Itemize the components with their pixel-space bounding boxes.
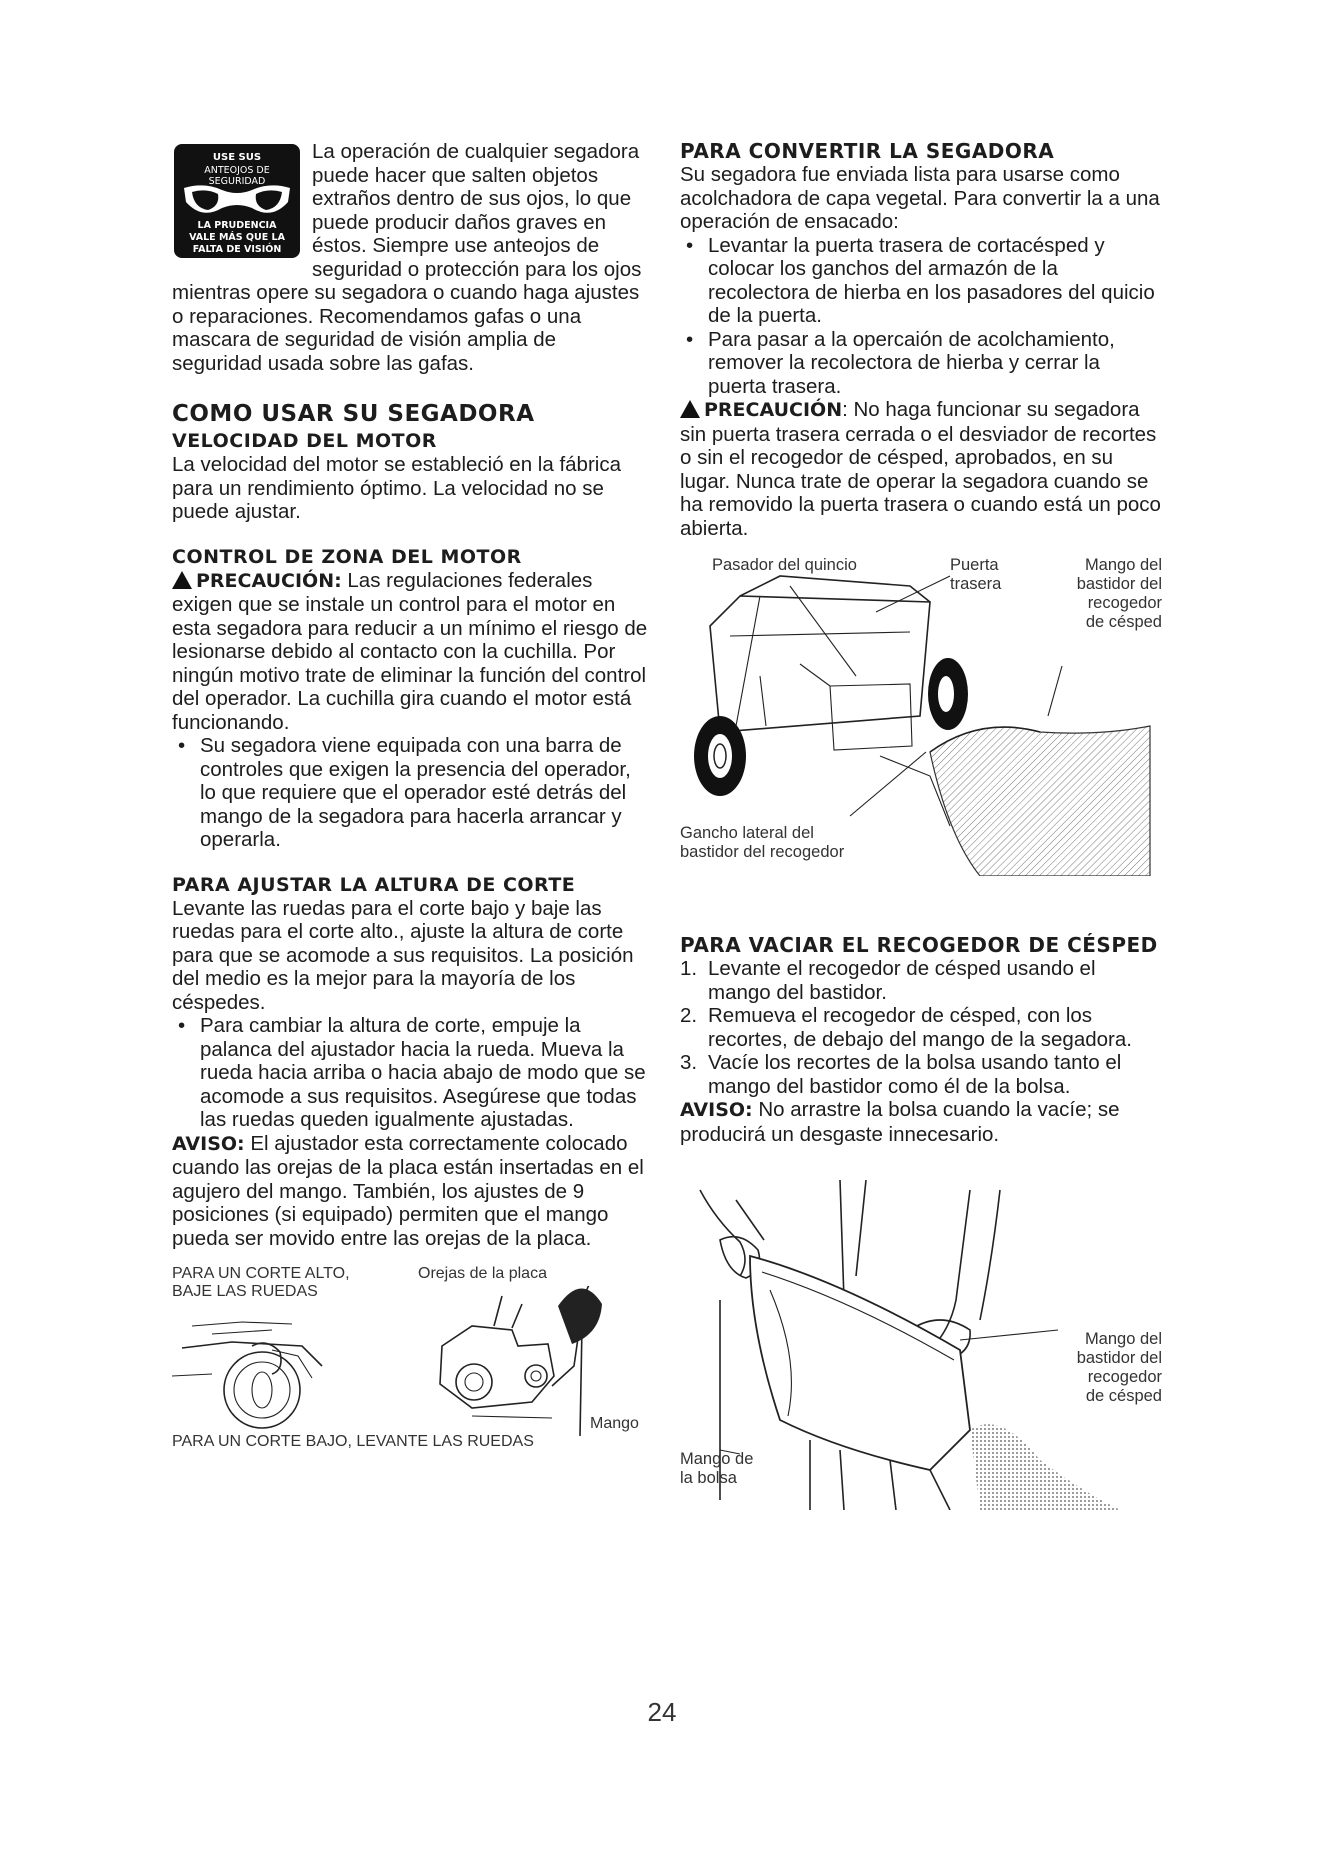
convert-list: [680, 234, 1162, 399]
caution-text: Las regulaciones federales exigen que se instale un control para el motor en esta segadora para reducir a un mínimo el riesgo de lesionarse debido al contacto con la cuchilla. Por ningún motivo trate de eliminar la función del control del operador. La cuchilla gira cuando el motor está funcionando.: [172, 568, 648, 734]
bag-frame-handle-label-2: bastidor del: [1076, 1349, 1162, 1367]
side-hook-label: Gancho lateral del: [680, 824, 814, 842]
handle-label: Mango: [590, 1415, 639, 1432]
grass-catcher-figure: [680, 556, 1162, 876]
section-title-how-to-use: COMO USAR SU SEGADORA: [172, 401, 535, 427]
left-column: [172, 140, 650, 1450]
bag-handle-label-2: la bolsa: [680, 1469, 737, 1487]
engine-zone-title: CONTROL DE ZONA DEL MOTOR: [172, 545, 522, 568]
frame-handle-label-2: bastidor del: [1076, 575, 1162, 593]
list-item: [680, 957, 1162, 1004]
convert-text: Su segadora fue enviada lista para usarse como acolchadora de capa vegetal. Para convertir la a una operación de ensacado:: [680, 163, 1160, 233]
convert-title: PARA CONVERTIR LA SEGADORA: [680, 139, 1055, 163]
hinge-pin-label: Pasador del quincio: [712, 556, 857, 574]
caution-label: PRECAUCIÓN: [704, 399, 843, 421]
badge-top-line3: SEGURIDAD: [208, 176, 266, 187]
side-hook-label-2: bastidor del recogedor: [680, 843, 845, 861]
notice-label: AVISO:: [172, 1132, 245, 1155]
step-text: Remueva el recogedor de césped, con los recortes, de debajo del mango de la segadora.: [708, 1004, 1132, 1051]
high-cut-label-2: BAJE LAS RUEDAS: [172, 1283, 318, 1300]
notice-label: AVISO:: [680, 1099, 753, 1121]
cut-height-text: Levante las ruedas para el corte bajo y baje las ruedas para el corte alto., ajuste la altura de corte para que se acomode a sus requisitos. La posición del medio es la mejor para la mayoría de los céspedes.: [172, 896, 634, 1014]
convert-caution: [680, 398, 1162, 540]
safety-glasses-icon: [172, 142, 302, 260]
high-cut-label: PARA UN CORTE ALTO,: [172, 1265, 350, 1282]
frame-handle-label-3: recogedor: [1087, 594, 1162, 612]
badge-bottom-line3: FALTA DE VISIÓN: [192, 244, 282, 255]
bag-handle-label: Mango de: [680, 1450, 754, 1468]
engine-speed-title: VELOCIDAD DEL MOTOR: [172, 430, 437, 452]
step-number: 1.: [680, 957, 698, 980]
page-number: 24: [647, 1697, 677, 1727]
step-number: 2.: [680, 1004, 698, 1027]
badge-bottom-line1: LA PRUDENCIA: [197, 220, 277, 231]
frame-handle-label: Mango del: [1084, 556, 1162, 574]
cut-height-notice: [172, 1132, 650, 1251]
bag-frame-handle-label-4: de césped: [1085, 1387, 1162, 1405]
list-item: • Para pasar a la opercaión de acolchamiento, remover la recolectora de hierba y cerrar la puerta trasera.: [680, 328, 1162, 399]
plate-ears-label: Orejas de la placa: [418, 1265, 547, 1282]
list-item: • Para cambiar la altura de corte, empuje la palanca del ajustador hacia la rueda. Mueva la rueda hacia arriba o hacia abajo de modo que se acomode a sus requisitos. Asegúrese que todas las ruedas queden igualmente ajustadas.: [172, 1014, 650, 1132]
engine-zone-list: [172, 734, 650, 852]
empty-catcher-steps: [680, 957, 1162, 1098]
list-item: [680, 1004, 1162, 1051]
badge-top-line1: USE SUS: [212, 152, 262, 163]
engine-zone-caution: [172, 569, 650, 735]
wheel-adjuster-illustration: [172, 1286, 650, 1436]
step-text: Vacíe los recortes de la bolsa usando tanto el mango del bastidor como él de la bolsa.: [708, 1051, 1122, 1098]
list-item: • Su segadora viene equipada con una barra de controles que exigen la presencia del operador, lo que requiere que el operador esté detrás del mango de la segadora para hacerla arrancar y operarla.: [172, 734, 650, 852]
low-cut-label: PARA UN CORTE BAJO, LEVANTE LAS RUEDAS: [172, 1433, 534, 1450]
list-item: • Levantar la puerta trasera de cortacésped y colocar los ganchos del armazón de la recolectora de hierba en los pasadores del quicio de la puerta.: [680, 234, 1162, 328]
engine-speed-text: La velocidad del motor se estableció en la fábrica para un rendimiento óptimo. La velocidad no se puede ajustar.: [172, 453, 621, 523]
badge-top-line2: ANTEOJOS DE: [204, 165, 270, 176]
cut-height-title: PARA AJUSTAR LA ALTURA DE CORTE: [172, 873, 576, 896]
safety-glasses-badge: [172, 142, 302, 260]
warning-icon: [680, 400, 700, 418]
bag-frame-handle-label-3: recogedor: [1087, 1368, 1162, 1386]
frame-handle-label-4: de césped: [1085, 613, 1162, 631]
step-number: 3.: [680, 1051, 698, 1074]
intro-paragraph: La operación de cualquier segadora puede hacer que salten objetos extraños dentro de sus ojos, lo que puede producir daños graves en éstos. Siempre use anteojos de seguridad o protección para los ojos mientras opere su segadora o cuando haga ajustes o reparaciones. Recomendamos gafas o una mascara de seguridad de visión amplia de seguridad usada sobre las gafas.: [172, 140, 642, 375]
list-item: [680, 1051, 1162, 1098]
right-column: [680, 140, 1162, 1510]
notice-text: No arrastre la bolsa cuando la vacíe; se producirá un desgaste innecesario.: [680, 1098, 1120, 1146]
rear-door-label-2: trasera: [950, 575, 1002, 593]
caution-label: PRECAUCIÓN:: [196, 569, 342, 592]
warning-icon: [172, 571, 192, 589]
empty-catcher-title: PARA VACIAR EL RECOGEDOR DE CÉSPED: [680, 933, 1158, 957]
empty-catcher-notice: [680, 1098, 1162, 1146]
step-text: Levante el recogedor de césped usando el mango del bastidor.: [708, 957, 1096, 1004]
caution-text: : No haga funcionar su segadora sin puerta trasera cerrada o el desviador de recortes o sin el recogedor de césped, aprobados, en su lugar. Nunca trate de operar la segadora cuando se ha removido la puerta trasera o cuando está un poco abierta.: [680, 398, 1161, 540]
cut-height-list: [172, 1014, 650, 1132]
rear-door-label: Puerta: [950, 556, 999, 574]
cut-height-figure: [172, 1264, 650, 1450]
bag-frame-handle-label: Mango del: [1084, 1330, 1162, 1348]
notice-text: El ajustador esta correctamente colocado cuando las orejas de la placa están insertadas en el agujero del mango. También, los ajustes de 9 posiciones (si equipado) permiten que el mango pueda ser movido entre las orejas de la placa.: [172, 1131, 644, 1250]
badge-bottom-line2: VALE MÁS QUE LA: [189, 232, 285, 243]
empty-catcher-figure: [680, 1180, 1162, 1510]
